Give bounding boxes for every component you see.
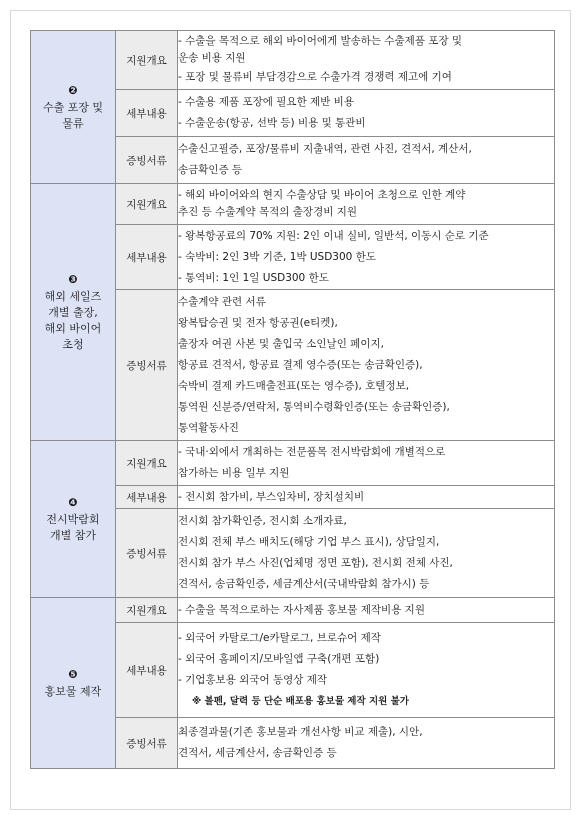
row-content — [178, 509, 555, 598]
table-row — [31, 184, 555, 225]
row-label: 지원개요 — [116, 31, 178, 90]
category-title-line: 물류 — [62, 116, 84, 130]
section-number: ❺ — [68, 667, 78, 681]
row-content — [178, 486, 555, 509]
row-content — [178, 31, 555, 90]
table-row — [31, 31, 555, 90]
category-title-line: 전시박람회 — [46, 512, 100, 526]
row-content — [178, 225, 555, 290]
content-line: 전시회 참가확인증, 전시회 소개자료, — [178, 515, 347, 527]
category-title-line: 수출 포장 및 — [42, 100, 104, 114]
content-line: 통역활동사진 — [178, 421, 239, 434]
content-line: 전시회 참가 부스 사진(업체명 정면 포함), 전시회 전체 사진, — [178, 557, 453, 569]
category-cell — [31, 441, 116, 598]
content-line: 송금확인증 등 — [178, 164, 243, 176]
category-cell — [31, 598, 116, 769]
content-line: 숙박비 결제 카드매출전표(또는 영수증), 호텔정보, — [178, 379, 410, 392]
content-line: 출장자 여권 사본 및 출입국 소인날인 페이지, — [178, 337, 384, 350]
row-content — [178, 290, 555, 441]
category-title-line: 개별 출장, — [48, 305, 98, 319]
row-label: 세부내용 — [116, 225, 178, 290]
content-line: 참가하는 비용 일부 지원 — [178, 467, 290, 479]
content-line: - 수출운송(항공, 선박 등) 비용 및 통관비 — [178, 117, 366, 129]
content-line: - 외국어 홈페이지/모바일앱 구축(개편 포함) — [178, 653, 380, 665]
content-line: 수출신고필증, 포장/물류비 지출내역, 관련 사진, 견적서, 계산서, — [178, 143, 472, 155]
content-line: - 수출을 목적으로하는 자사제품 홍보물 제작비용 지원 — [178, 603, 425, 616]
content-line: 통역원 신분증/연락처, 통역비수령확인증(또는 송금확인증), — [178, 400, 450, 413]
content-note: ※ 볼펜, 달력 등 단순 배포용 홍보물 제작 지원 불가 — [192, 696, 409, 707]
content-line: 항공료 견적서, 항공료 결제 영수증(또는 송금확인증), — [178, 358, 423, 371]
section-number: ❸ — [68, 272, 78, 286]
content-line: - 기업홍보용 외국어 동영상 제작 — [178, 674, 327, 686]
row-label: 증빙서류 — [116, 509, 178, 598]
category-title-line: 해외 세일즈 — [44, 289, 102, 303]
content-line: - 수출용 제품 포장에 필요한 제반 비용 — [178, 96, 354, 108]
content-line: 추진 등 수출계약 목적의 출장경비 지원 — [178, 206, 357, 218]
content-line: - 숙박비: 2인 3박 기준, 1박 USD300 한도 — [178, 250, 376, 263]
content-line: - 수출을 목적으로 해외 바이어에게 발송하는 수출제품 포장 및 — [178, 34, 463, 47]
content-line: - 국내·외에서 개최하는 전문품목 전시박람회에 개별적으로 — [178, 446, 446, 458]
category-title-line: 홍보물 제작 — [44, 684, 102, 698]
table-row — [31, 441, 555, 486]
content-line: - 왕복항공료의 70% 지원: 2인 이내 실비, 일반석, 이동시 순로 기준 — [178, 229, 489, 242]
row-label: 지원개요 — [116, 184, 178, 225]
category-title-line: 개별 참가 — [49, 528, 96, 542]
row-label: 증빙서류 — [116, 718, 178, 769]
row-content — [178, 718, 555, 769]
row-content — [178, 598, 555, 623]
row-label: 증빙서류 — [116, 137, 178, 184]
content-line: 견적서, 송금확인증, 세금계산서(국내박람회 참가시) 등 — [178, 578, 430, 590]
section-number: ❷ — [68, 83, 78, 97]
row-label: 증빙서류 — [116, 290, 178, 441]
content-line: 운송 비용 지원 — [178, 51, 246, 64]
category-title-line: 초청 — [62, 337, 84, 351]
content-line: 견적서, 세금계산서, 송금확인증 등 — [178, 747, 337, 759]
content-line: 수출계약 관련 서류 — [178, 295, 266, 308]
row-label: 세부내용 — [116, 90, 178, 137]
content-line: - 외국어 카탈로그/e카탈로그, 브로슈어 제작 — [178, 632, 381, 644]
row-label: 세부내용 — [116, 486, 178, 509]
content-line: - 전시회 참가비, 부스임차비, 장치설치비 — [178, 490, 365, 503]
section-number: ❹ — [68, 495, 78, 509]
support-items-table — [30, 30, 555, 769]
content-line: 전시회 전체 부스 배치도(해당 기업 부스 표시), 상담일지, — [178, 536, 440, 548]
row-content — [178, 137, 555, 184]
row-content — [178, 90, 555, 137]
content-line: - 포장 및 물류비 부담경감으로 수출가격 경쟁력 제고에 기여 — [178, 70, 452, 83]
row-content — [178, 441, 555, 486]
row-content — [178, 184, 555, 225]
content-line: - 통역비: 1인 1일 USD300 한도 — [178, 271, 329, 284]
content-line: 최종결과물(기존 홍보물과 개선사항 비교 제출), 시안, — [178, 726, 423, 738]
row-content — [178, 623, 555, 718]
category-cell — [31, 31, 116, 184]
category-cell — [31, 184, 116, 441]
row-label: 세부내용 — [116, 623, 178, 718]
row-label: 지원개요 — [116, 441, 178, 486]
content-line: 왕복탑승권 및 전자 항공권(e티켓), — [178, 316, 338, 329]
category-title-line: 해외 바이어 — [44, 321, 102, 335]
content-line: - 해외 바이어와의 현지 수출상담 및 바이어 초청으로 인한 계약 — [178, 189, 466, 201]
table-row — [31, 598, 555, 623]
row-label: 지원개요 — [116, 598, 178, 623]
